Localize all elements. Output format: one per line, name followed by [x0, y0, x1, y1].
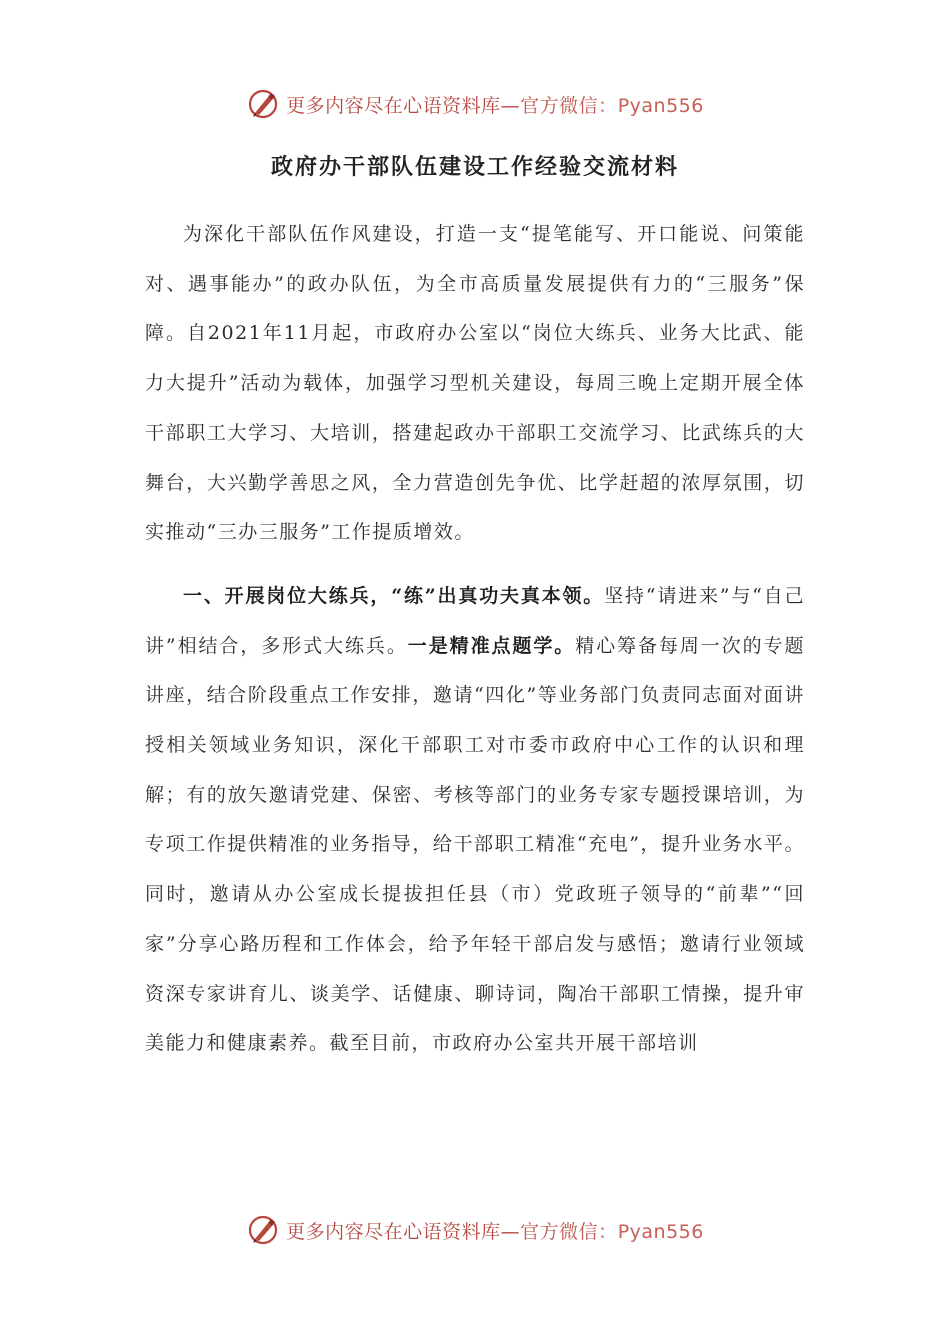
watermark-text — [286, 91, 704, 118]
section-1-sub-heading: 一是精准点题学。 — [407, 634, 576, 657]
section-1-heading: 一、开展岗位大练兵，“练”出真功夫真本领。 — [183, 584, 605, 607]
intro-paragraph: 为深化干部队伍作风建设，打造一支“提笔能写、开口能说、问策能对、遇事能办”的政办队伍，为全市高质量发展提供有力的“三服务”保障。自2021年11月起，市政府办公室以“岗位大练兵、业务大比武、能力大提升”活动为载体，加强学习型机关建设，每周三晚上定期开展全体干部职工大学习、大培训，搭建起政办干部职工交流学习、比武练兵的大舞台，大兴勤学善思之风，全力营造创先争优、比学赶超的浓厚氛围，切实推动“三办三服务”工作提质增效。 — [145, 223, 805, 544]
watermark-prefix: 更多内容尽在心语资料库 — [286, 94, 501, 117]
section-1-paragraph — [145, 572, 805, 1069]
watermark-wechat-id: Pyan556 — [617, 1220, 704, 1243]
watermark-label: 官方微信： — [520, 94, 618, 117]
watermark-separator: — — [500, 94, 521, 117]
watermark-separator: — — [500, 1220, 521, 1243]
pen-logo-icon — [246, 87, 280, 121]
watermark-wechat-id: Pyan556 — [617, 94, 704, 117]
watermark-prefix: 更多内容尽在心语资料库 — [286, 1220, 501, 1243]
watermark-label: 官方微信： — [520, 1220, 618, 1243]
section-1-body: 精心筹备每周一次的专题讲座，结合阶段重点工作安排，邀请“四化”等业务部门负责同志面对面讲授相关领域业务知识，深化干部职工对市委市政府中心工作的认识和理解；有的放矢邀请党建、保密、考核等部门的业务专家专题授课培训，为专项工作提供精准的业务指导，给干部职工精准“充电”，提升业务水平。同时，邀请从办公室成长提拔担任县（市）党政班子领导的“前辈”“回家”分享心路历程和工作体会，给予年轻干部启发与感悟；邀请行业领域资深专家讲育儿、谈美学、话健康、聊诗词，陶冶干部职工情操，提升审美能力和健康素养。截至目前，市政府办公室共开展干部培训 — [145, 634, 805, 1055]
section-1-lead: 坚持“请进来”与“自己讲”相结合，多形式大练兵。 — [145, 584, 806, 657]
footer-watermark — [0, 1210, 950, 1250]
header-watermark — [0, 84, 950, 124]
watermark-text — [286, 1217, 704, 1244]
document-title: 政府办干部队伍建设工作经验交流材料 — [270, 154, 679, 180]
pen-logo-icon — [246, 1213, 280, 1247]
document-body — [145, 210, 805, 1069]
